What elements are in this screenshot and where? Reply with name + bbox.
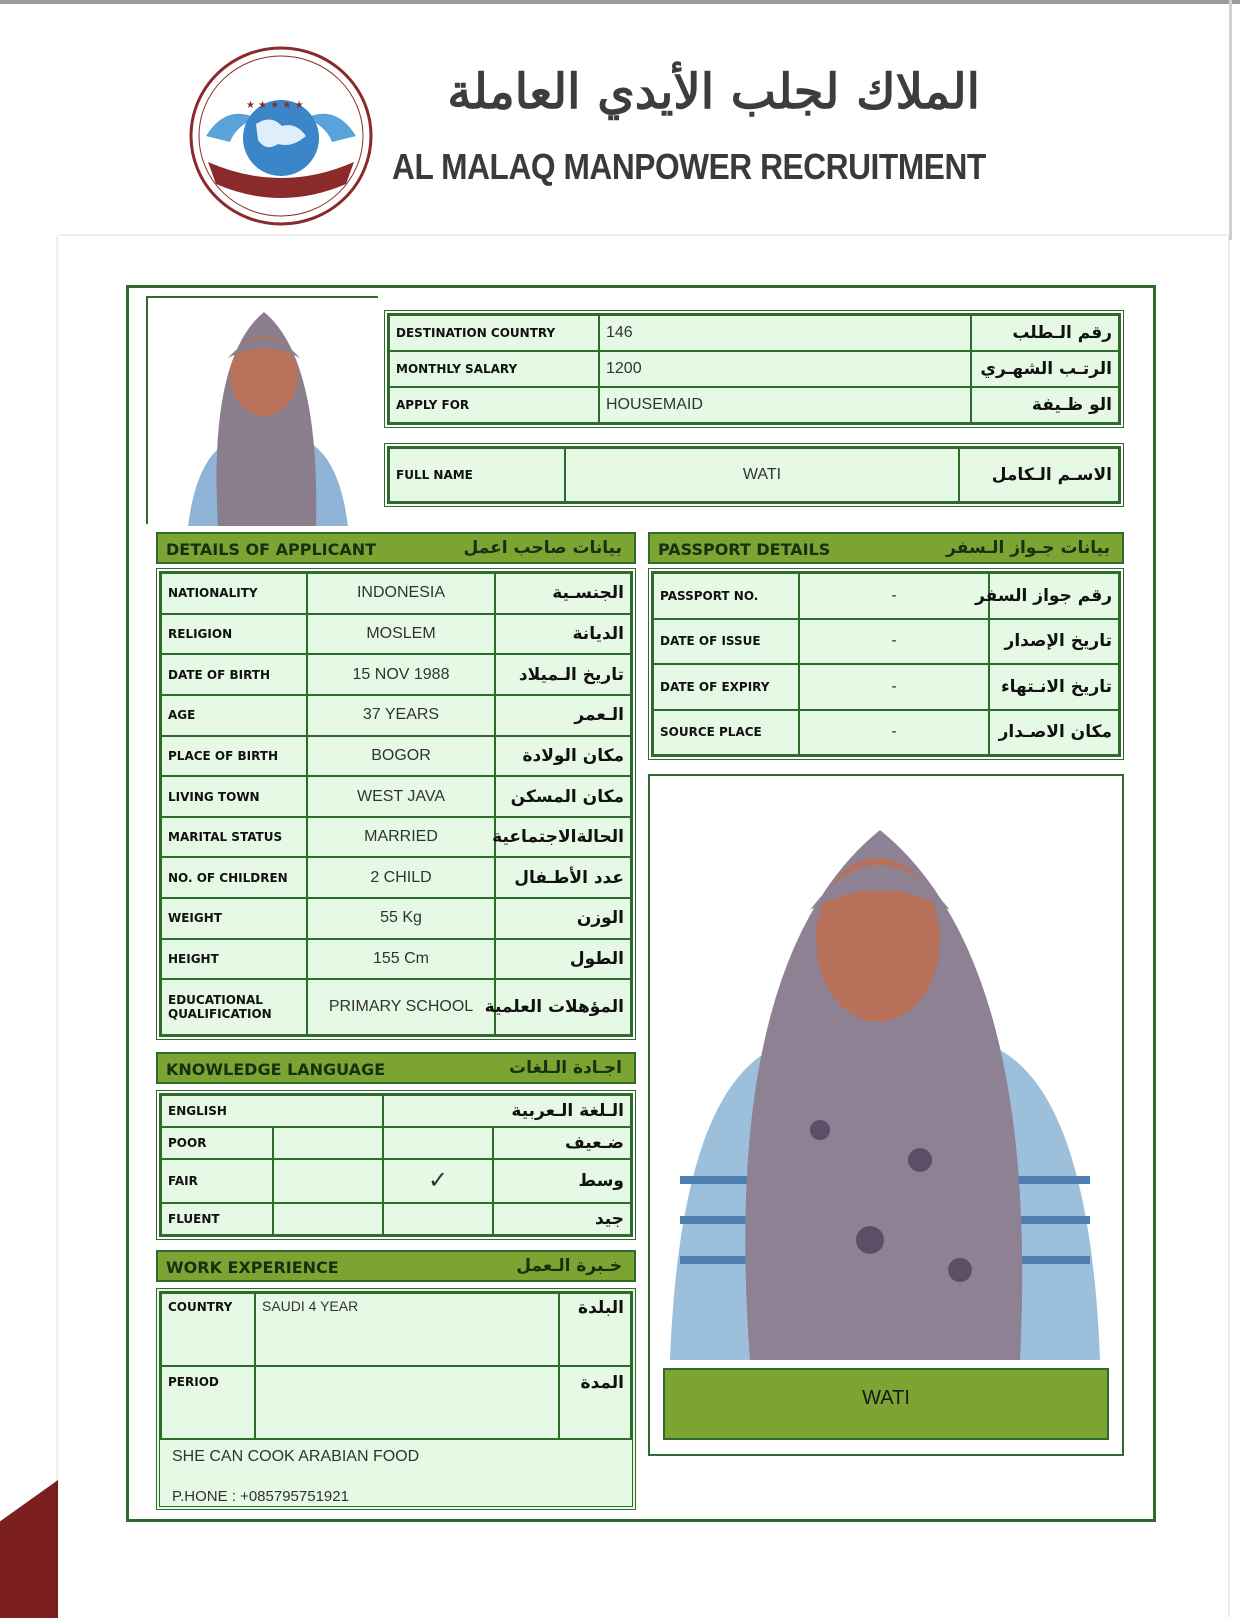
row-label-en: AGE bbox=[161, 695, 307, 736]
row-label-en: DATE OF ISSUE bbox=[653, 619, 799, 665]
row-label-ar: تاريخ الانـتهاء bbox=[989, 664, 1119, 710]
country-value: SAUDI 4 YEAR bbox=[255, 1293, 559, 1366]
row-value: 146 bbox=[599, 315, 971, 351]
row-label-en: LIVING TOWN bbox=[161, 776, 307, 817]
language-level-row bbox=[161, 1127, 631, 1159]
english-header: ENGLISH bbox=[161, 1095, 383, 1127]
row-label-ar: الـعمر bbox=[495, 695, 631, 736]
application-block bbox=[384, 310, 1124, 428]
contact-phone: P.HONE : +085795751921 bbox=[172, 1488, 349, 1505]
details-title-en: DETAILS OF APPLICANT bbox=[166, 540, 377, 559]
country-label-ar: البلدة bbox=[559, 1293, 631, 1366]
passport-row bbox=[653, 573, 1119, 619]
details-row bbox=[161, 817, 631, 858]
work-title-ar: خـبرة الـعمل bbox=[516, 1256, 622, 1276]
row-label-ar: الطول bbox=[495, 939, 631, 980]
top-border bbox=[0, 0, 1240, 4]
row-label-en: EDUCATIONAL QUALIFICATION bbox=[161, 979, 307, 1035]
row-label-ar: الحالةالاجتماعية bbox=[495, 817, 631, 858]
row-value: MOSLEM bbox=[307, 614, 495, 655]
details-header bbox=[156, 532, 636, 564]
row-label-en: PLACE OF BIRTH bbox=[161, 736, 307, 777]
passport-row bbox=[653, 664, 1119, 710]
level-label-en: FLUENT bbox=[161, 1203, 273, 1235]
application-row bbox=[389, 351, 1119, 387]
row-value: 15 NOV 1988 bbox=[307, 654, 495, 695]
row-value: - bbox=[799, 573, 989, 619]
details-title-ar: بيانات صاحب اعمل bbox=[463, 538, 622, 558]
details-row bbox=[161, 898, 631, 939]
details-table bbox=[156, 568, 636, 1040]
company-logo bbox=[186, 44, 376, 230]
company-name-arabic: الملاك لجلب الأيدي العاملة bbox=[447, 64, 980, 120]
application-row bbox=[389, 387, 1119, 423]
details-row bbox=[161, 573, 631, 614]
svg-text:★ ★ ★ ★ ★: ★ ★ ★ ★ ★ bbox=[246, 100, 304, 111]
row-label-en: PASSPORT NO. bbox=[653, 573, 799, 619]
full-name-block bbox=[384, 443, 1124, 507]
page-edge bbox=[1229, 0, 1232, 240]
passport-table bbox=[648, 568, 1124, 760]
row-label-ar: عدد الأطـفال bbox=[495, 857, 631, 898]
work-note: SHE CAN COOK ARABIAN FOOD bbox=[172, 1448, 420, 1465]
row-label-en: MONTHLY SALARY bbox=[389, 351, 599, 387]
passport-header bbox=[648, 532, 1124, 564]
row-value: WEST JAVA bbox=[307, 776, 495, 817]
level-label-en: POOR bbox=[161, 1127, 273, 1159]
check-icon: ✓ bbox=[383, 1159, 493, 1204]
details-row bbox=[161, 979, 631, 1035]
row-value: - bbox=[799, 710, 989, 756]
row-label-ar: مكان المسكن bbox=[495, 776, 631, 817]
period-value bbox=[255, 1366, 559, 1439]
portrait-name-bar bbox=[663, 1368, 1109, 1440]
row-label-ar: رقم جواز السفر bbox=[989, 573, 1119, 619]
language-level-row bbox=[161, 1203, 631, 1235]
details-row bbox=[161, 776, 631, 817]
applicant-photo-large bbox=[660, 800, 1112, 1360]
language-header bbox=[156, 1052, 636, 1084]
row-value: BOGOR bbox=[307, 736, 495, 777]
row-label-en: WEIGHT bbox=[161, 898, 307, 939]
details-row bbox=[161, 695, 631, 736]
application-row bbox=[389, 315, 1119, 351]
row-label-en: DATE OF EXPIRY bbox=[653, 664, 799, 710]
row-label-ar: مكان الولادة bbox=[495, 736, 631, 777]
details-row bbox=[161, 614, 631, 655]
row-label-en: SOURCE PLACE bbox=[653, 710, 799, 756]
company-name-english: AL MALAQ MANPOWER RECRUITMENT bbox=[392, 146, 986, 187]
row-value: - bbox=[799, 664, 989, 710]
language-title-en: KNOWLEDGE LANGUAGE bbox=[166, 1060, 386, 1079]
row-label-en: RELIGION bbox=[161, 614, 307, 655]
arabic-level-check bbox=[383, 1203, 493, 1235]
level-label-ar: ضـعيف bbox=[493, 1127, 631, 1159]
row-label-ar: الجنسـية bbox=[495, 573, 631, 614]
row-value: 37 YEARS bbox=[307, 695, 495, 736]
row-value: 2 CHILD bbox=[307, 857, 495, 898]
english-level-cell bbox=[273, 1203, 383, 1235]
arabic-level-check bbox=[383, 1127, 493, 1159]
details-row bbox=[161, 857, 631, 898]
row-label-ar: تاريخ الإصدار bbox=[989, 619, 1119, 665]
passport-row bbox=[653, 710, 1119, 756]
row-label-en: NATIONALITY bbox=[161, 573, 307, 614]
language-title-ar: اجـادة الـلغات bbox=[509, 1058, 622, 1078]
row-value: INDONESIA bbox=[307, 573, 495, 614]
row-label-en: HEIGHT bbox=[161, 939, 307, 980]
passport-title-ar: بيانات جـواز الـسفر bbox=[946, 538, 1110, 558]
row-label-ar: المؤهلات العلمية bbox=[495, 979, 631, 1035]
row-value: 55 Kg bbox=[307, 898, 495, 939]
passport-title-en: PASSPORT DETAILS bbox=[658, 540, 831, 559]
row-value: 155 Cm bbox=[307, 939, 495, 980]
row-value: HOUSEMAID bbox=[599, 387, 971, 423]
row-value: MARRIED bbox=[307, 817, 495, 858]
row-label-ar: الديانة bbox=[495, 614, 631, 655]
corner-decoration bbox=[0, 1480, 58, 1618]
applicant-photo-small bbox=[146, 296, 378, 524]
full-name-label-ar: الاسـم الـكامل bbox=[959, 448, 1119, 502]
details-row bbox=[161, 654, 631, 695]
full-name-value: WATI bbox=[565, 448, 959, 502]
details-row bbox=[161, 736, 631, 777]
row-label-ar: الوزن bbox=[495, 898, 631, 939]
row-label-en: APPLY FOR bbox=[389, 387, 599, 423]
full-name-label-en: FULL NAME bbox=[389, 448, 565, 502]
level-label-en: FAIR bbox=[161, 1159, 273, 1204]
portrait-name: WATI bbox=[862, 1387, 910, 1409]
row-label-ar: مكان الاصـدار bbox=[989, 710, 1119, 756]
work-title-en: WORK EXPERIENCE bbox=[166, 1258, 339, 1277]
english-level-cell bbox=[273, 1127, 383, 1159]
row-value: 1200 bbox=[599, 351, 971, 387]
row-label-ar: تاريخ الـميلاد bbox=[495, 654, 631, 695]
row-value: - bbox=[799, 619, 989, 665]
row-label-en: MARITAL STATUS bbox=[161, 817, 307, 858]
level-label-ar: جيد bbox=[493, 1203, 631, 1235]
language-table bbox=[156, 1090, 636, 1240]
row-label-en: DATE OF BIRTH bbox=[161, 654, 307, 695]
row-label-en: NO. OF CHILDREN bbox=[161, 857, 307, 898]
row-label-ar: رقم الـطلب bbox=[971, 315, 1119, 351]
language-level-row bbox=[161, 1159, 631, 1204]
row-label-ar: الرتـب الشهـري bbox=[971, 351, 1119, 387]
passport-row bbox=[653, 619, 1119, 665]
level-label-ar: وسط bbox=[493, 1159, 631, 1204]
work-table bbox=[156, 1288, 636, 1510]
period-label-en: PERIOD bbox=[161, 1366, 255, 1439]
period-label-ar: المدة bbox=[559, 1366, 631, 1439]
row-label-en: DESTINATION COUNTRY bbox=[389, 315, 599, 351]
arabic-header: الـلغة الـعربية bbox=[383, 1095, 631, 1127]
country-label-en: COUNTRY bbox=[161, 1293, 255, 1366]
work-header bbox=[156, 1250, 636, 1282]
english-level-cell bbox=[273, 1159, 383, 1204]
row-label-ar: الو ظـيفة bbox=[971, 387, 1119, 423]
row-value: PRIMARY SCHOOL bbox=[307, 979, 495, 1035]
details-row bbox=[161, 939, 631, 980]
